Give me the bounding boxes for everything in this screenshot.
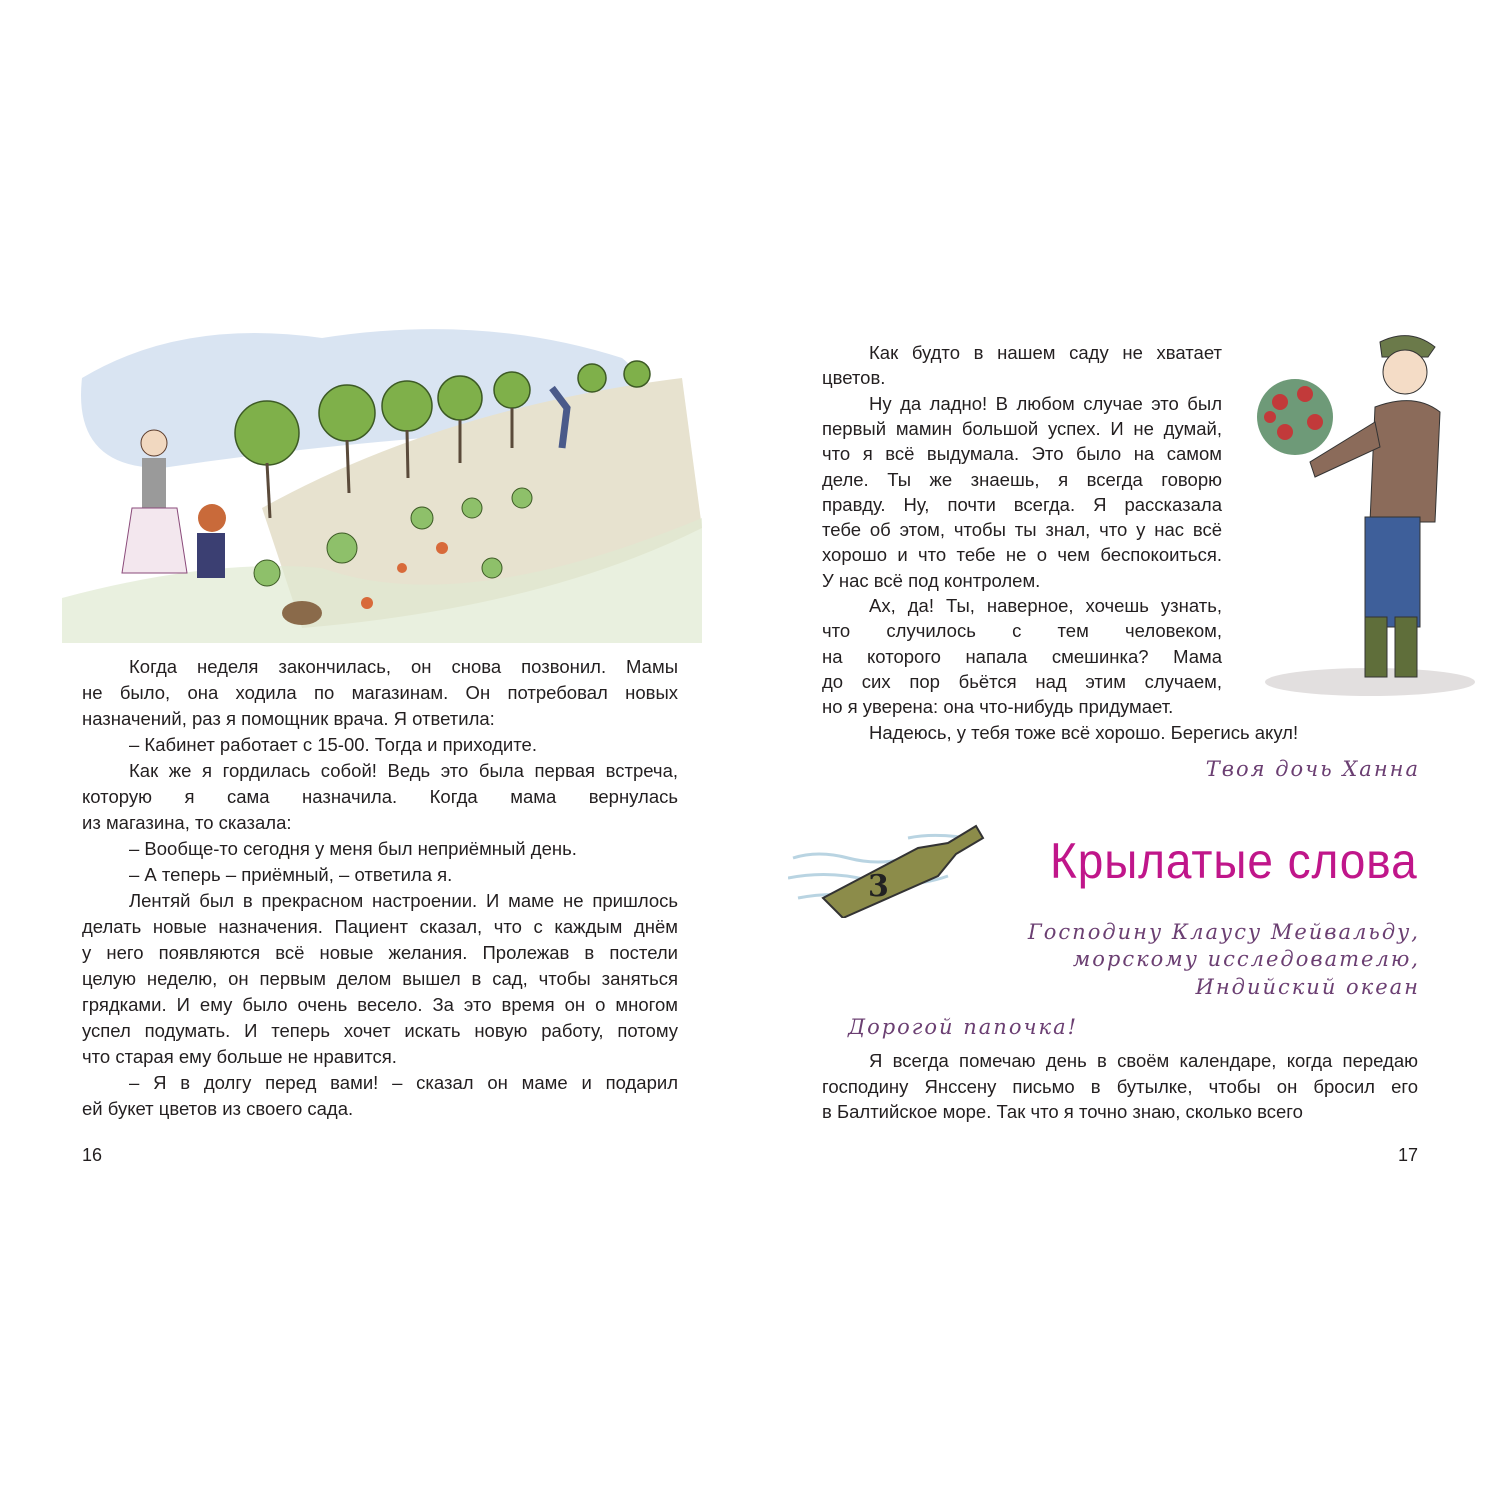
text-line: из магазина, то сказала: [82, 812, 292, 833]
text-line: на которого напала смешинка? Мама [822, 645, 1222, 667]
address-line-3: Индийский океан [1195, 975, 1420, 999]
text-line: Я всегда помечаю день в своём календаре, когда передаю [869, 1050, 1418, 1071]
text-line: У нас всё под контролем. [822, 569, 1041, 591]
text-line: Ах, да! Ты, наверное, хочешь узнать, [869, 595, 1222, 616]
text-line: у него появляются всё новые желания. Пролежав в постели [82, 942, 678, 963]
page-number-right: 17 [1397, 1145, 1418, 1165]
text-line: Надеюсь, у тебя тоже всё хорошо. Берегись акул! [869, 721, 1299, 743]
garden-illustration [62, 318, 702, 643]
text-line: Как будто в нашем саду не хватает [869, 342, 1222, 363]
text-line: но я уверена: она что-нибудь придумает. [822, 696, 1174, 718]
text-line: в Балтийское море. Так что я точно знаю, сколько всего [822, 1101, 1303, 1122]
chapter-number: 3 [868, 869, 889, 904]
text-line: которую я сама назначила. Когда мама вернулась [82, 786, 678, 807]
text-line: цветов. [822, 367, 886, 389]
text-line: грядками. И ему было очень весело. За это время он о многом [82, 994, 678, 1015]
text-line: до сих пор бьётся над этим случаем, [822, 670, 1222, 692]
text-line: – А теперь – приёмный, – ответила я. [129, 864, 453, 885]
text-line: – Кабинет работает с 15-00. Тогда и приходите. [129, 734, 537, 755]
text-line: не было, она ходила по магазинам. Он потребовал новых [82, 682, 678, 703]
signature: Твоя дочь Ханна [1205, 757, 1420, 781]
text-line: правду. Ну, почти всегда. Я рассказала [822, 493, 1222, 515]
text-line: – Вообще-то сегодня у меня был неприёмный день. [129, 838, 577, 859]
bottle-illustration [788, 818, 1013, 918]
text-line: ей букет цветов из своего сада. [82, 1098, 354, 1119]
page-number-left: 16 [82, 1145, 103, 1165]
man-with-flowers-illustration [1250, 322, 1480, 702]
text-line: назначений, раз я помощник врача. Я ответила: [82, 708, 495, 729]
text-line: успел подумать. И теперь хочет искать новую работу, потому [82, 1020, 678, 1041]
text-line: целую неделю, он первым делом вышел в сад, чтобы заняться [82, 968, 678, 989]
address-line-1: Господину Клаусу Мейвальду, [1027, 920, 1420, 944]
greeting: Дорогой папочка! [848, 1015, 1079, 1039]
chapter-title: Крылатые слова [1050, 833, 1418, 889]
text-line: Ну да ладно! В любом случае это был [869, 392, 1222, 414]
text-line: хорошо и что тебе не о чем беспокоиться. [822, 544, 1222, 566]
text-line: – Я в долгу перед вами! – сказал он маме и подарил [129, 1072, 678, 1093]
text-line: тебе об этом, чтобы ты знал, что у нас всё [822, 519, 1222, 541]
text-line: деле. Ты же знаешь, я всегда говорю [822, 468, 1222, 490]
text-line: Как же я гордилась собой! Ведь это была первая встреча, [129, 760, 678, 781]
text-line: первый мамин большой успех. И не думай, [822, 417, 1222, 439]
address-line-2: морскому исследователю, [1072, 947, 1420, 971]
text-line: Когда неделя закончилась, он снова позвонил. Мамы [129, 656, 678, 677]
text-line: что старая ему больше не нравится. [82, 1046, 397, 1067]
text-line: Лентяй был в прекрасном настроении. И маме не пришлось [129, 890, 678, 911]
text-line: что случилось с тем человеком, [822, 620, 1222, 642]
text-line: делать новые назначения. Пациент сказал, что с каждым днём [82, 916, 678, 937]
text-line: господину Янссену письмо в бутылке, чтобы он бросил его [822, 1075, 1418, 1097]
text-line: что я всё выдумала. Это было на самом [822, 443, 1222, 465]
